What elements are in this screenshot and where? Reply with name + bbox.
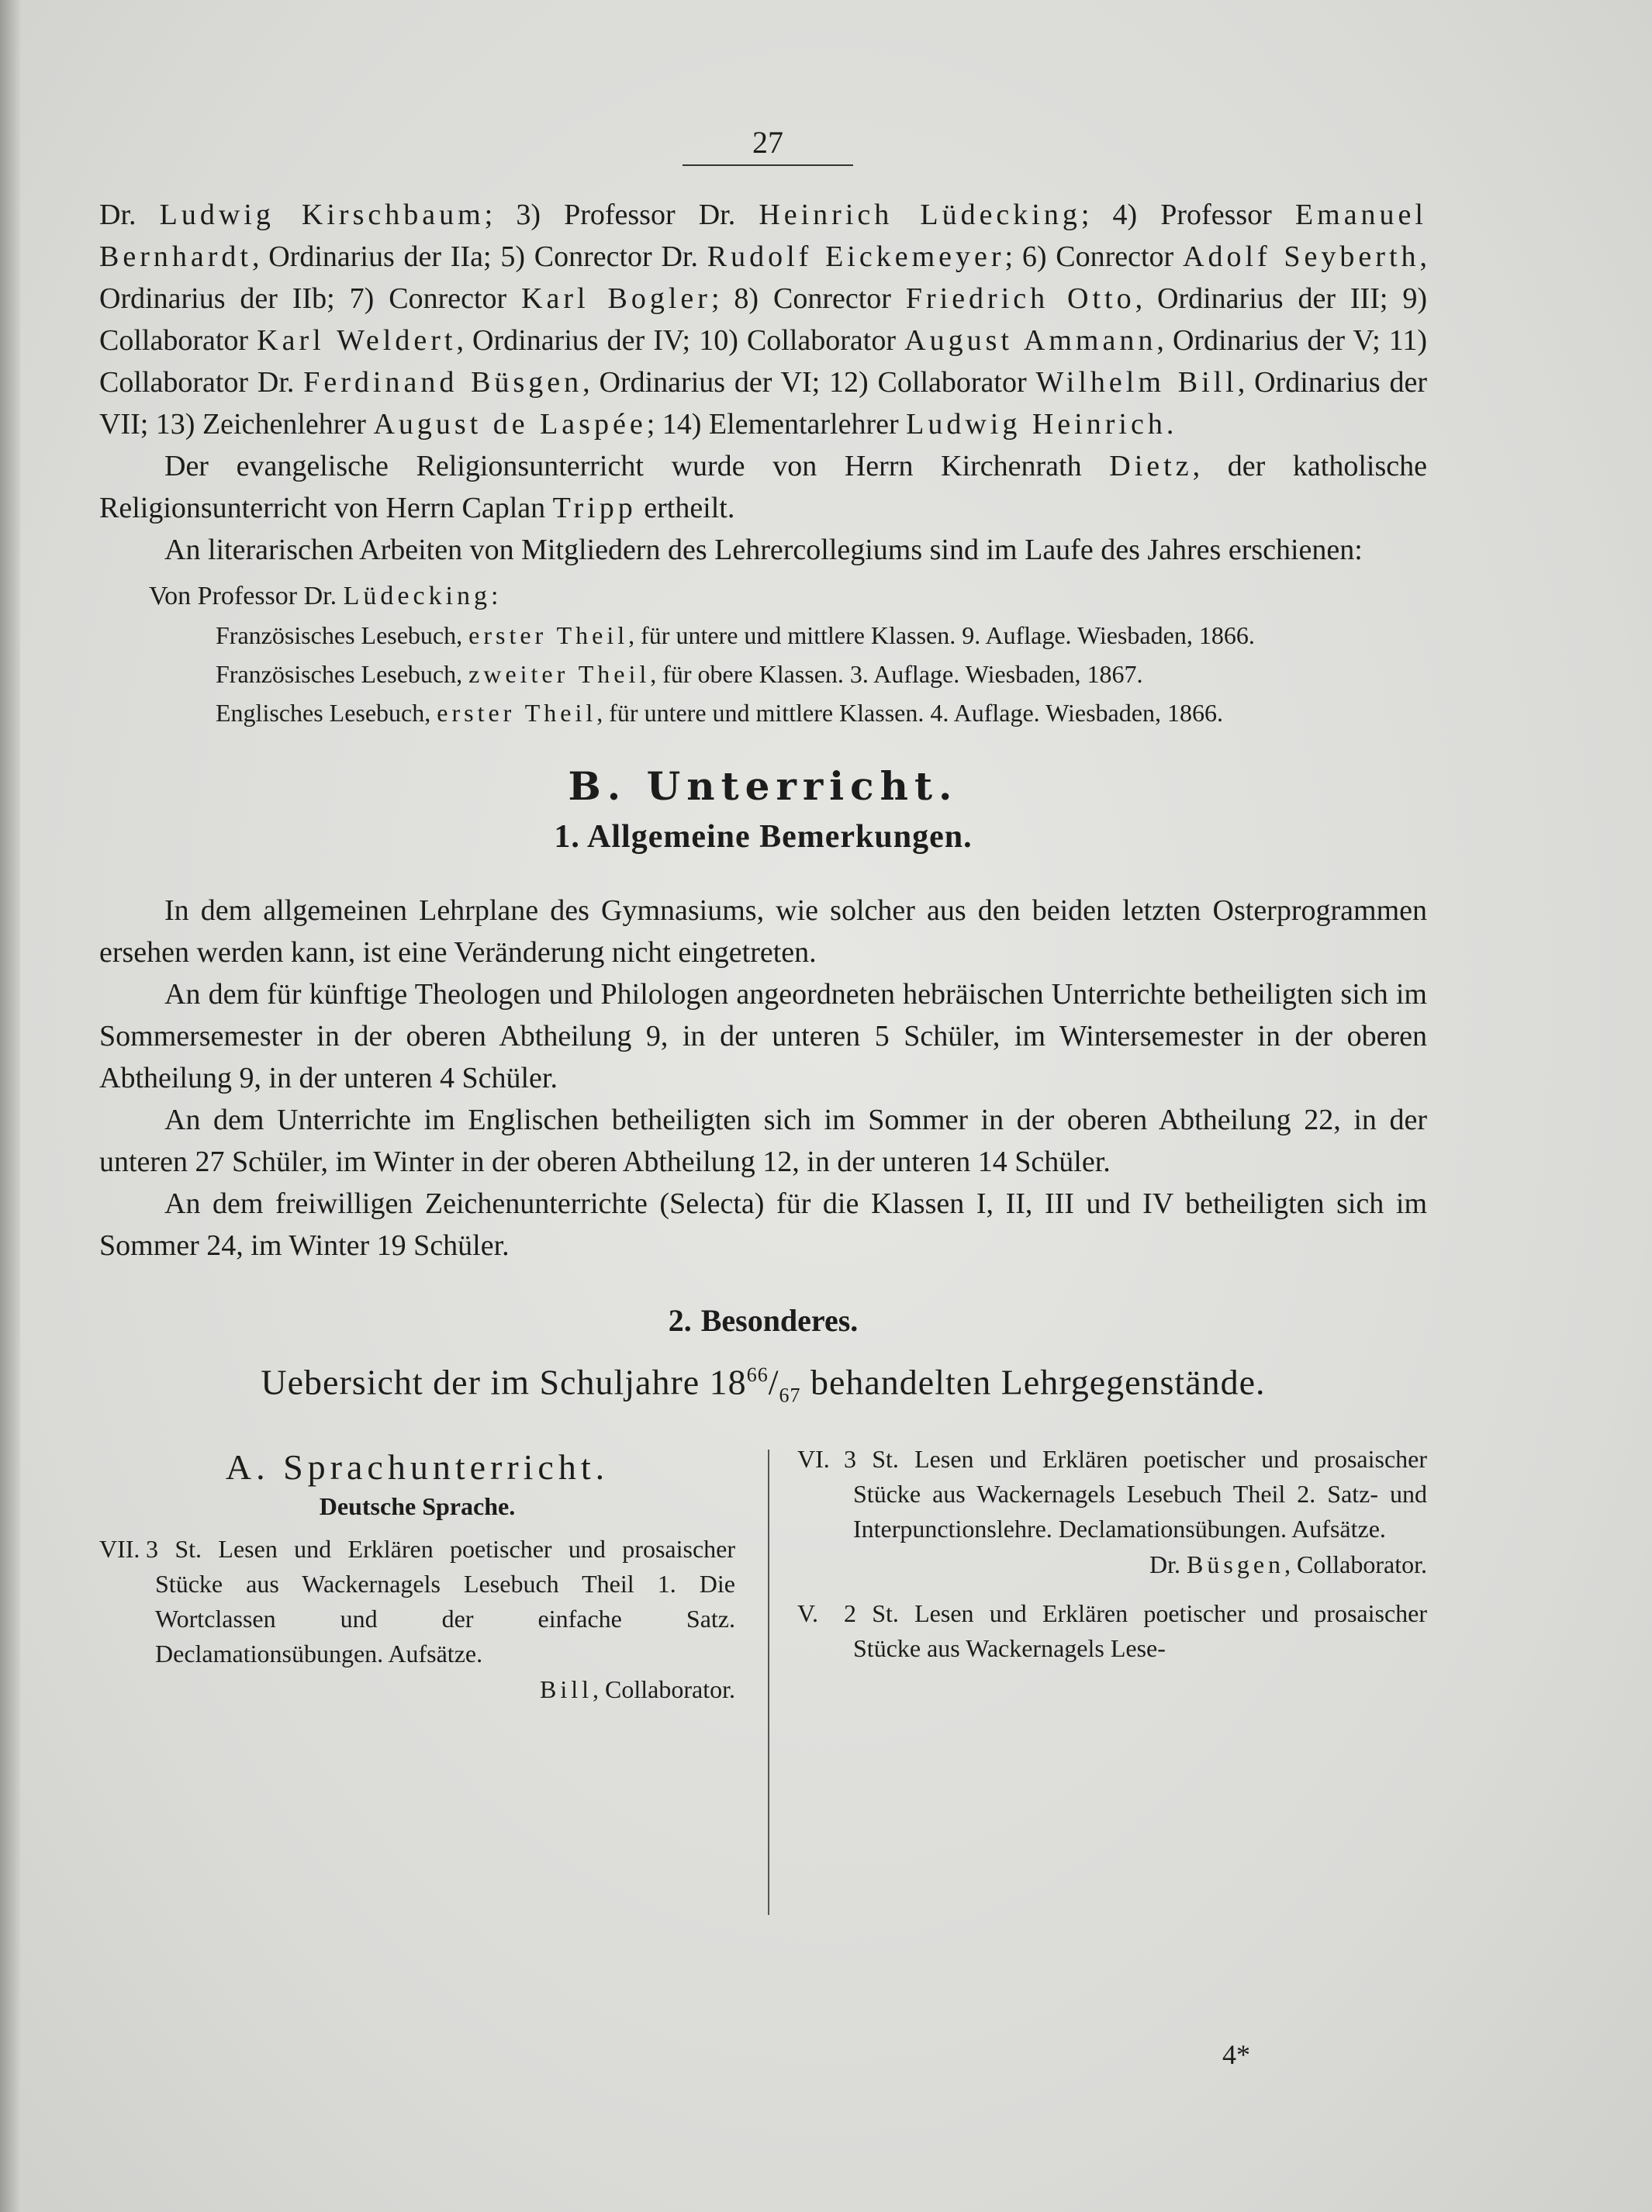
- spaced-name: erster Theil: [437, 699, 597, 727]
- section-2-heading: [99, 1302, 1427, 1339]
- curriculum-columns: [99, 1442, 1427, 1938]
- text-run: , Ordinarius der IIb; 7) Conrector: [99, 240, 1428, 315]
- text-run: ; 4) Professor: [1080, 199, 1295, 231]
- text-run: , Ordinarius der IIa; 5) Conrector Dr.: [251, 240, 707, 273]
- spaced-name: Lüdecking: [343, 582, 492, 610]
- spaced-name: Friedrich Otto: [905, 282, 1135, 315]
- page-number-rule: [683, 164, 853, 166]
- text-run: ; 6) Conrector: [1004, 240, 1183, 273]
- spaced-name: Karl Bogler: [521, 282, 711, 315]
- course-teacher: [797, 1547, 1427, 1582]
- overview-year-start: 66: [746, 1363, 769, 1386]
- overview-title-end: behandelten Lehrgegenstände.: [800, 1362, 1266, 1402]
- curriculum-left-column: [99, 1442, 735, 1721]
- course-description: 2 St. Lesen und Erklären poetischer und prosaischer Stücke aus Wackernagels Lese-: [844, 1599, 1427, 1662]
- course-entry: [797, 1442, 1427, 1547]
- class-label: VI.: [797, 1444, 830, 1473]
- text-run: .: [1166, 408, 1174, 441]
- text-run: , Collaborator.: [593, 1675, 735, 1703]
- teaching-paragraph: In dem allgemeinen Lehrplane des Gymnasiums, wie solcher aus den beiden letzten Osterprogrammen ersehen werden kann, ist eine Veränderung nicht eingetreten.: [99, 894, 1427, 969]
- text-run: , Collaborator.: [1284, 1550, 1427, 1578]
- main-text: [99, 194, 1427, 1938]
- section-a-heading: A. Sprachunterricht.: [225, 1446, 610, 1487]
- course-entry: [797, 1596, 1427, 1666]
- text-run: , Ordinarius der IV; 10) Collaborator: [456, 324, 905, 357]
- text-run: Dr.: [1149, 1550, 1187, 1578]
- signature-mark: 4*: [1222, 2039, 1250, 2070]
- publication-list: [99, 577, 1427, 732]
- overview-title: [99, 1353, 1427, 1419]
- section-2-title: Besonderes.: [700, 1303, 859, 1338]
- text-run: , für untere und mittlere Klassen. 9. Auflage. Wiesbaden, 1866.: [628, 621, 1255, 649]
- teaching-paragraph: An dem Unterrichte im Englischen betheiligten sich im Sommer in der oberen Abtheilung 22, in der unteren 27 Schüler, im Winter in der oberen Abtheilung 12, in der unteren 14 Schüler.: [99, 1104, 1427, 1178]
- course-entry: [99, 1532, 735, 1671]
- spaced-name: Emanuel Bernhardt: [99, 199, 1427, 273]
- spaced-name: Adolf Seyberth: [1183, 240, 1420, 273]
- text-run: , Ordinarius der V; 11) Collaborator Dr.: [99, 324, 1428, 399]
- section-2-number: 2.: [668, 1303, 692, 1338]
- text-run: :: [491, 582, 499, 610]
- section-1-heading: 1. Allgemeine Bemerkungen.: [554, 819, 973, 855]
- publication-item: [216, 655, 1427, 693]
- text-run: Französisches Lesebuch,: [216, 660, 469, 688]
- page-number: 27: [752, 125, 783, 160]
- text-run: , für obere Klassen. 3. Auflage. Wiesbaden, 1867.: [650, 660, 1143, 688]
- staff-paragraph: [99, 194, 1427, 445]
- text-run: , für untere und mittlere Klassen. 4. Auflage. Wiesbaden, 1866.: [596, 699, 1223, 727]
- spaced-name: Bill: [540, 1675, 593, 1703]
- overview-year-end: 67: [779, 1384, 801, 1407]
- text-run: Von Professor Dr.: [149, 582, 344, 610]
- text-run: ; 8) Conrector: [710, 282, 906, 315]
- publication-item: [216, 616, 1427, 655]
- section-b-heading: B. Unterricht.: [568, 763, 959, 809]
- religion-paragraph: [99, 445, 1427, 529]
- curriculum-right-column: [797, 1442, 1427, 1666]
- class-label: V.: [797, 1599, 818, 1627]
- page-binding-edge: [0, 0, 20, 2212]
- text-run: , Ordinarius der VI; 12) Collaborator: [582, 366, 1036, 399]
- text-run: Der evangelische Religionsunterricht wurde von Herrn Kirchenrath: [164, 450, 1110, 482]
- teaching-paragraph: An dem für künftige Theologen und Philologen angeordneten hebräischen Unterrichte betheiligten sich im Sommersemester in der oberen Abtheilung 9, in der unteren 5 Schüler, im Wintersemester in der oberen Abtheilung 9, in der unteren 4 Schüler.: [99, 978, 1427, 1094]
- spaced-name: Ludwig Heinrich: [906, 408, 1166, 441]
- course-teacher: [99, 1671, 735, 1707]
- text-run: , Ordinarius der VII; 13) Zeichenlehrer: [99, 366, 1427, 441]
- text-run: , der katholische Religionsunterricht von Herrn Caplan: [99, 450, 1427, 524]
- spaced-name: Karl Weldert: [257, 324, 457, 357]
- spaced-name: Büsgen: [1187, 1550, 1285, 1578]
- publication-item: [216, 693, 1427, 732]
- overview-year-slash: /: [768, 1362, 779, 1402]
- spaced-name: Ludwig Kirschbaum: [159, 199, 485, 231]
- text-run: , Ordinarius der III; 9) Collaborator: [99, 282, 1427, 357]
- text-run: ; 14) Elementarlehrer: [646, 408, 907, 441]
- subject-heading: Deutsche Sprache.: [319, 1491, 516, 1520]
- spaced-name: zweiter Theil: [468, 660, 651, 688]
- text-run: ; 3) Professor Dr.: [484, 199, 759, 231]
- spaced-name: Ferdinand Büsgen: [303, 366, 583, 399]
- spaced-name: Heinrich Lüdecking: [759, 199, 1081, 231]
- publication-intro: [149, 577, 1427, 616]
- text-run: ertheilt.: [636, 492, 735, 524]
- spaced-name: Rudolf Eickemeyer: [707, 240, 1005, 273]
- course-description: 3 St. Lesen und Erklären poetischer und prosaischer Stücke aus Wackernagels Lesebuch Theil 2. Satz- und Interpunctionslehre. Declamationsübungen. Aufsätze.: [844, 1444, 1427, 1543]
- spaced-name: Tripp: [552, 492, 637, 524]
- class-label: VII.: [99, 1534, 140, 1563]
- text-run: Französisches Lesebuch,: [216, 621, 469, 649]
- text-run: Englisches Lesebuch,: [216, 699, 437, 727]
- overview-title-start: Uebersicht der im Schuljahre 18: [261, 1362, 747, 1402]
- column-divider: [768, 1450, 769, 1915]
- literary-paragraph: An literarischen Arbeiten von Mitgliedern des Lehrercollegiums sind im Laufe des Jahres erschienen:: [164, 534, 1363, 566]
- spaced-name: August de Laspée: [373, 408, 647, 441]
- spaced-name: August Ammann: [904, 324, 1157, 357]
- spaced-name: erster Theil: [468, 621, 629, 649]
- spaced-name: Wilhelm Bill: [1035, 366, 1238, 399]
- text-run: Dr.: [99, 199, 160, 231]
- spaced-name: Dietz: [1109, 450, 1193, 482]
- course-description: 3 St. Lesen und Erklären poetischer und prosaischer Stücke aus Wackernagels Lesebuch Theil 1. Die Wortclassen und der einfache Satz. Declamationsübungen. Aufsätze.: [146, 1534, 735, 1668]
- teaching-paragraph: An dem freiwilligen Zeichenunterrichte (Selecta) für die Klassen I, II, III und IV betheiligten sich im Sommer 24, im Winter 19 Schüler.: [99, 1187, 1427, 1262]
